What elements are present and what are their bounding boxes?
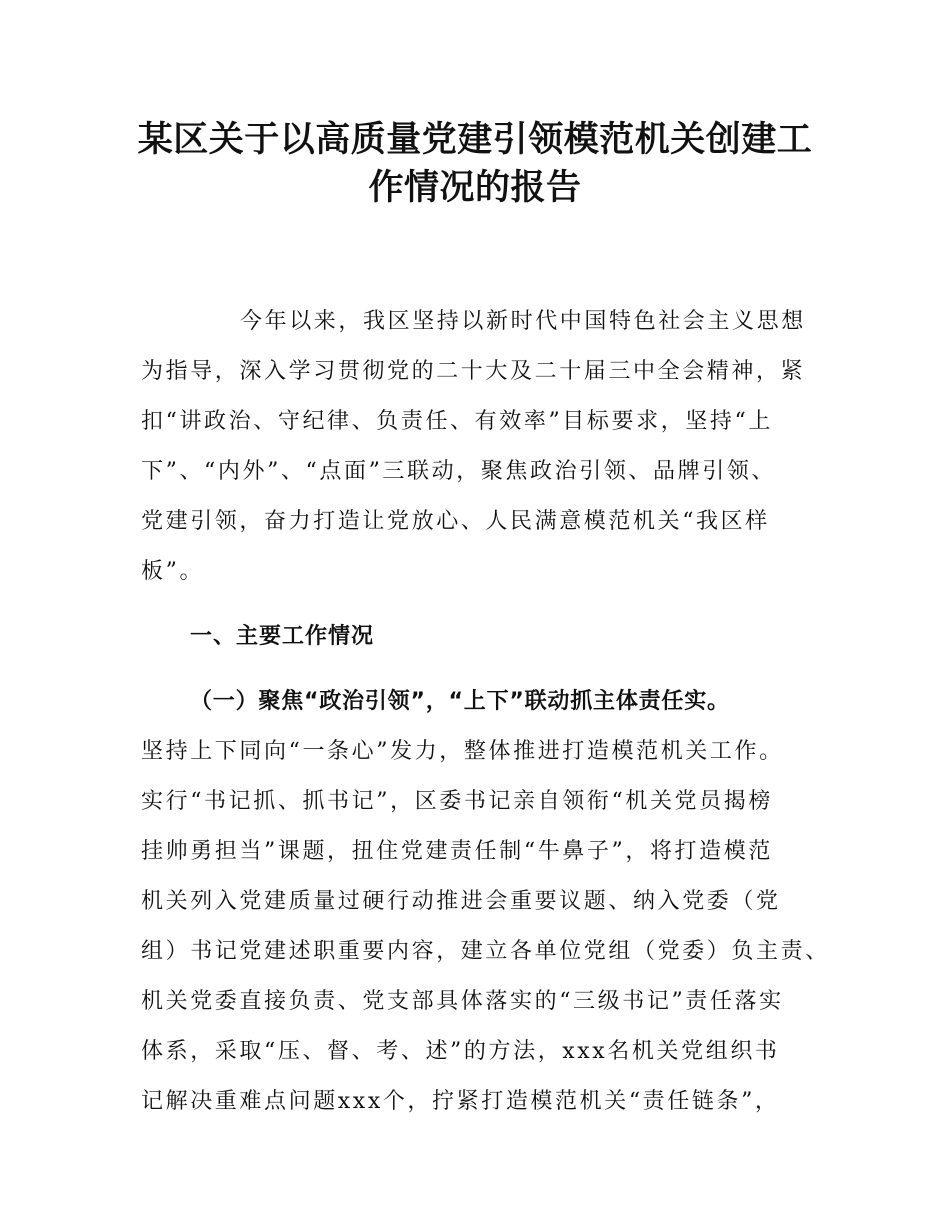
document-title-line-2: 作情况的报告 (368, 167, 582, 208)
body-line-5: 组）书记党建述职重要内容，建立各单位党组（党委）负主责、 (141, 939, 830, 964)
body-line-1: 坚持上下同向“一条心”发力，整体推进打造模范机关工作。 (141, 739, 784, 764)
body-line-7: 体系，采取“压、督、考、述”的方法，xxx名机关党组织书 (141, 1039, 780, 1064)
body-line-3: 挂帅勇担当”课题，扭住党建责任制“牛鼻子”，将打造模范 (141, 839, 773, 864)
intro-line-5: 党建引领，奋力打造让党放心、人民满意模范机关“我区样 (141, 509, 770, 534)
subsection-1-heading: （一）聚焦“政治引领”，“上下”联动抓主体责任实。 (190, 689, 730, 714)
body-line-4: 机关列入党建质量过硬行动推进会重要议题、纳入党委（党 (141, 889, 781, 914)
intro-line-3: 扣“讲政治、守纪律、负责任、有效率”目标要求，坚持“上 (141, 409, 773, 434)
body-line-8: 记解决重难点问题xxx个，拧紧打造模范机关“责任链条”， (141, 1089, 780, 1114)
intro-line-6: 板”。 (141, 559, 205, 584)
intro-line-4: 下”、“内外”、“点面”三联动，聚焦政治引领、品牌引领、 (141, 459, 777, 484)
intro-line-1: 今年以来，我区坚持以新时代中国特色社会主义思想 (240, 309, 806, 334)
intro-line-2: 为指导，深入学习贯彻党的二十大及二十届三中全会精神，紧 (141, 359, 806, 384)
document-title-line-1: 某区关于以高质量党建引领模范机关创建工 (137, 119, 813, 160)
section-1-heading: 一、主要工作情况 (190, 624, 375, 649)
body-line-2: 实行“书记抓、抓书记”，区委书记亲自领衔“机关党员揭榜 (141, 789, 773, 814)
body-line-6: 机关党委直接负责、党支部具体落实的“三级书记”责任落实 (141, 989, 784, 1014)
